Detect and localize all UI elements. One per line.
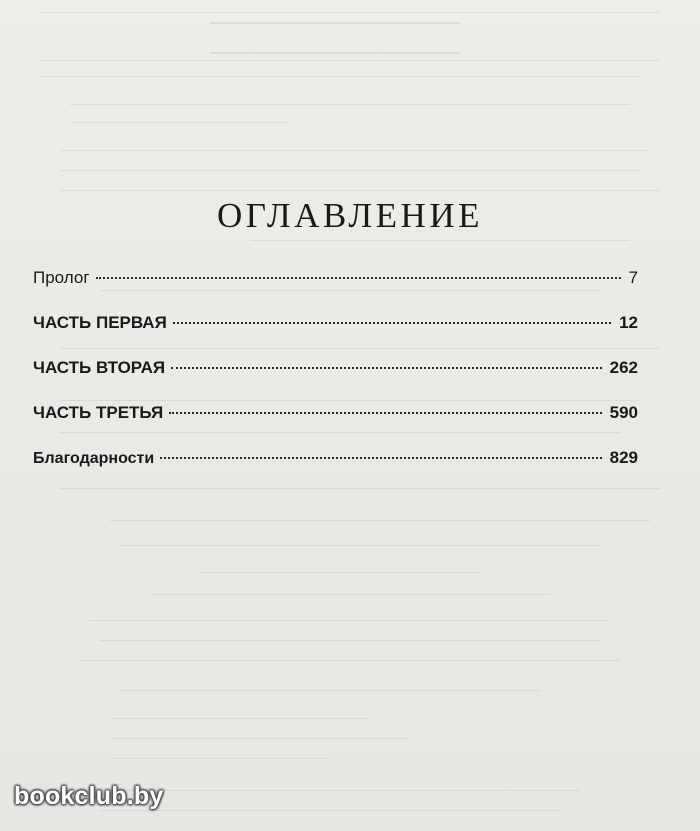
toc-entry-page: 590 [609, 403, 638, 422]
dot-leader [173, 322, 611, 324]
dot-leader [160, 457, 601, 459]
page-title: ОГЛАВЛЕНИЕ [217, 196, 483, 235]
dot-leader [96, 277, 621, 279]
site-watermark: bookclub.by [14, 782, 164, 810]
toc-entry-label: Пролог [33, 268, 90, 287]
toc-entry-label: ЧАСТЬ ВТОРАЯ [33, 358, 166, 377]
table-of-contents [33, 268, 638, 493]
toc-entry-label: Благодарности [33, 450, 155, 467]
toc-entry-acknowledgements[interactable] [33, 448, 638, 493]
dot-leader [171, 367, 601, 369]
toc-entry-prologue[interactable] [33, 268, 638, 313]
toc-entry-label: ЧАСТЬ ПЕРВАЯ [33, 313, 167, 332]
toc-entry-part-two[interactable] [33, 358, 638, 403]
toc-entry-label: ЧАСТЬ ТРЕТЬЯ [33, 403, 164, 422]
toc-entry-part-one[interactable] [33, 313, 638, 358]
toc-entry-page: 7 [628, 268, 638, 287]
dot-leader [169, 412, 601, 414]
toc-entry-page: 262 [609, 358, 638, 377]
toc-entry-page: 12 [619, 313, 638, 332]
toc-entry-page: 829 [609, 448, 638, 467]
toc-entry-part-three[interactable] [33, 403, 638, 448]
